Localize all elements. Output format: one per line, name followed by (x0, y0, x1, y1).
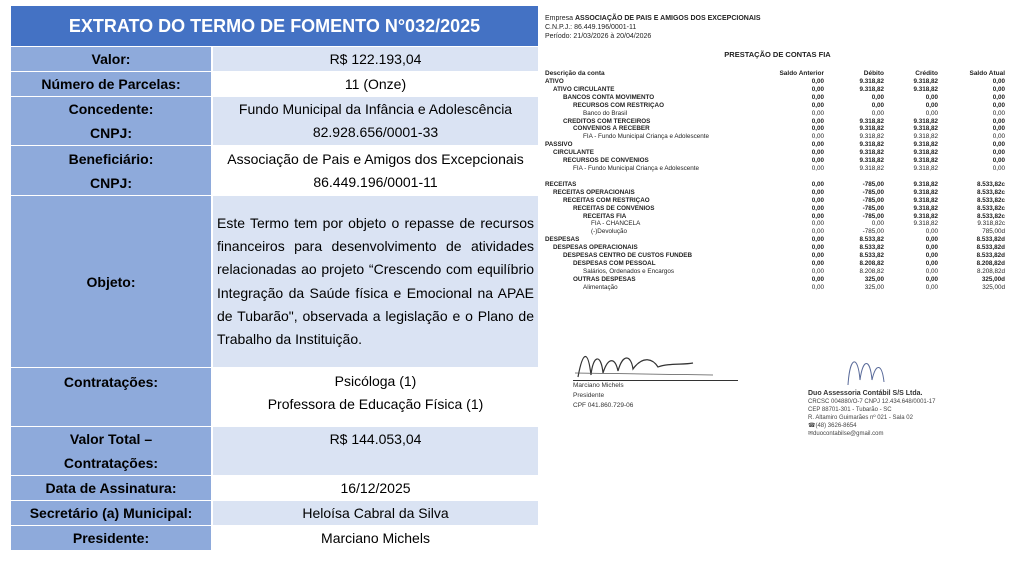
account-cell: 0,00 (811, 212, 824, 220)
account-row (545, 133, 1005, 141)
account-cell: 8.533,82c (976, 196, 1005, 204)
account-cell: 9.318,82 (859, 164, 884, 172)
account-cell: 9.318,82 (913, 180, 938, 188)
account-cell: 8.208,82 (859, 259, 884, 267)
account-cell: 325,00d (982, 283, 1005, 291)
account-cell: 9.318,82 (859, 133, 884, 141)
accountant-stamp (808, 350, 958, 438)
beneficiario-label-cell (11, 146, 211, 195)
account-cell: 0,00 (811, 180, 824, 188)
account-cell: RECEITAS COM RESTRIÇÃO (563, 196, 650, 204)
account-cell: 9.318,82 (859, 125, 884, 133)
account-row (545, 86, 1005, 94)
account-cell: 0,00 (992, 85, 1005, 93)
account-cell: 8.533,82d (976, 252, 1005, 260)
account-cell: 0,00 (811, 275, 824, 283)
account-cell: 325,00 (864, 275, 884, 283)
account-cell: 0,00 (925, 275, 938, 283)
account-cell: 0,00 (811, 109, 824, 117)
row-valor-total (11, 426, 538, 475)
concedente-label: Concedente: (68, 101, 154, 117)
account-cell: 0,00 (992, 133, 1005, 141)
account-cell: FIA - Fundo Municipal Criança e Adolescente (583, 133, 710, 141)
account-cell: 9.318,82 (913, 85, 938, 93)
account-cell: 8.533,82c (976, 180, 1005, 188)
account-cell: 8.208,82d (976, 259, 1005, 267)
account-row (545, 213, 1005, 221)
firm-line2: CEP 88701-301 - Tubarão - SC (808, 407, 892, 413)
account-cell: RECEITAS DE CONVÊNIOS (573, 204, 655, 212)
account-row (545, 244, 1005, 252)
presidente-value: Marciano Michels (211, 526, 538, 550)
account-cell: -785,00 (862, 204, 884, 212)
account-cell: 0,00 (925, 236, 938, 244)
contratacoes-value-cell (211, 368, 538, 426)
account-cell: 0,00 (871, 109, 884, 117)
account-cell: 0,00 (811, 220, 824, 228)
concedente-value: Fundo Municipal da Infância e Adolescência (238, 101, 513, 117)
account-cell: 0,00 (811, 236, 824, 244)
account-cell: 9.318,82c (977, 220, 1005, 228)
empresa-line (545, 14, 1010, 23)
account-cell: 8.533,82 (859, 252, 884, 260)
signature-presidente (573, 345, 743, 411)
account-cell: 0,00 (871, 93, 884, 101)
row-contratacoes (11, 367, 538, 426)
account-cell: 0,00 (992, 157, 1005, 165)
account-cell: 0,00 (811, 252, 824, 260)
account-row (545, 125, 1005, 133)
account-cell: 0,00 (925, 244, 938, 252)
row-concedente (11, 96, 538, 145)
account-row (545, 228, 1005, 236)
account-cell: 0,00 (811, 101, 824, 109)
account-cell: 0,00 (992, 141, 1005, 149)
extrato-table (11, 6, 538, 551)
account-cell: ATIVO CIRCULANTE (553, 85, 615, 93)
account-cell: RECURSOS DE CONVÊNIOS (563, 157, 649, 165)
firm-line3: R. Altamiro Guimarães nº 021 - Sala 02 (808, 415, 913, 421)
account-row (545, 205, 1005, 213)
account-row (545, 189, 1005, 197)
account-cell: CONVÊNIOS À RECEBER (573, 125, 650, 133)
sign-role: Presidente (573, 392, 605, 399)
account-cell: ATIVO (545, 78, 564, 85)
account-cell: -785,00 (862, 188, 884, 196)
account-cell: 0,00 (925, 101, 938, 109)
account-cell: 9.318,82 (913, 204, 938, 212)
account-row (545, 94, 1005, 102)
valor-total-value: R$ 144.053,04 (329, 431, 422, 447)
col-header: Débito (863, 70, 884, 77)
account-cell: 9.318,82 (913, 212, 938, 220)
account-cell: 9.318,82 (913, 220, 938, 228)
valor-label: Valor: (11, 47, 211, 71)
account-row (545, 252, 1005, 260)
account-cell: 8.533,82d (976, 236, 1005, 244)
concedente-value-cell (211, 97, 538, 145)
account-cell: RECEITAS (545, 180, 577, 188)
account-cell: 0,00 (992, 125, 1005, 133)
beneficiario-cnpj-label: CNPJ: (89, 174, 132, 191)
account-cell: 9.318,82 (913, 149, 938, 157)
account-cell: -785,00 (862, 180, 884, 188)
account-cell: Alimentação (583, 283, 618, 291)
doc-title: PRESTAÇÃO DE CONTAS FIA (724, 50, 831, 59)
account-cell: RECURSOS COM RESTRIÇÃO (573, 101, 664, 109)
valor-total-label-1: Valor Total – (69, 431, 153, 447)
account-cell: 0,00 (925, 267, 938, 275)
row-objeto (11, 195, 538, 367)
account-cell: -785,00 (862, 196, 884, 204)
sign-name: Marciano Michels (573, 382, 624, 389)
account-cell: 0,00 (992, 109, 1005, 117)
account-cell: 0,00 (811, 85, 824, 93)
account-cell: 9.318,82 (913, 125, 938, 133)
account-cell: FIA - CHANCELA (591, 220, 641, 228)
secretario-value: Heloísa Cabral da Silva (211, 501, 538, 525)
account-cell: 0,00 (992, 78, 1005, 85)
concedente-cnpj-label: CNPJ: (89, 125, 132, 141)
account-cell: -785,00 (862, 212, 884, 220)
beneficiario-value: Associação de Pais e Amigos dos Excepcionais (227, 150, 524, 167)
account-cell: 9.318,82 (859, 117, 884, 125)
account-cell: OUTRAS DESPESAS (573, 275, 636, 283)
valor-total-value-cell (211, 427, 538, 475)
col-header: Saldo Anterior (779, 70, 824, 77)
data-label: Data de Assinatura: (11, 476, 211, 500)
account-cell: 9.318,82 (859, 157, 884, 165)
parcelas-label: Número de Parcelas: (11, 72, 211, 96)
account-cell: Banco do Brasil (583, 109, 628, 117)
account-row (545, 78, 1005, 86)
account-row (545, 149, 1005, 157)
row-data (11, 475, 538, 500)
account-cell: FIA - Fundo Municipal Criança e Adolescente (573, 164, 700, 172)
account-row (545, 268, 1005, 276)
col-header: Saldo Atual (969, 70, 1005, 77)
account-cell: DESPESAS CENTRO DE CUSTOS FUNDEB (563, 252, 692, 260)
account-cell: 0,00 (811, 204, 824, 212)
account-cell: 9.318,82 (913, 164, 938, 172)
account-row (545, 284, 1005, 292)
accounts-header (545, 69, 1005, 78)
account-cell: 8.208,82d (976, 267, 1005, 275)
objeto-text: Este Termo tem por objeto o repasse de recursos financeiros para desenvolvimento de atividades relacionadas ao projeto “Crescendo com equilíbrio Integração da Saúde física e Emocional na APAE de Tubarão", observada a legislação e o Plano de Trabalho da Instituição. (217, 214, 534, 348)
account-cell: DESPESAS COM PESSOAL (573, 259, 656, 267)
account-cell: 0,00 (992, 117, 1005, 125)
account-cell: 0,00 (811, 117, 824, 125)
account-cell: 8.533,82 (859, 244, 884, 252)
objeto-value (211, 196, 538, 367)
account-cell: RECEITAS FIA (583, 212, 627, 220)
parcelas-value: 11 (Onze) (211, 72, 538, 96)
account-row (545, 220, 1005, 228)
account-cell: -785,00 (862, 228, 884, 236)
beneficiario-label: Beneficiário: (68, 150, 154, 167)
account-cell: 0,00 (811, 164, 824, 172)
accounts-body (545, 78, 1005, 292)
periodo-label: Período: (545, 33, 572, 40)
objeto-label: Objeto: (11, 196, 211, 367)
valor-value: R$ 122.193,04 (211, 47, 538, 71)
account-row (545, 157, 1005, 165)
data-value: 16/12/2025 (211, 476, 538, 500)
account-row (545, 236, 1005, 244)
valor-total-label-cell (11, 427, 211, 475)
account-cell: 0,00 (811, 188, 824, 196)
account-row (545, 165, 1005, 173)
periodo-line (545, 32, 1010, 41)
account-cell: 9.318,82 (859, 78, 884, 85)
col-header: Crédito (915, 70, 938, 77)
cnpj-value: 86.449.196/0001-11 (574, 24, 637, 31)
account-cell: 9.318,82 (913, 117, 938, 125)
cnpj-line (545, 23, 1010, 32)
account-cell: 0,00 (871, 220, 884, 228)
firm-email: ✉duocontabilse@gmail.com (808, 431, 884, 437)
beneficiario-value-cell (211, 146, 538, 195)
account-cell: 9.318,82 (859, 149, 884, 157)
account-cell: CIRCULANTE (553, 149, 594, 157)
account-cell: 0,00 (811, 125, 824, 133)
account-cell: 0,00 (992, 164, 1005, 172)
row-parcelas (11, 71, 538, 96)
col-header: Descrição da conta (545, 70, 605, 77)
account-cell: 0,00 (925, 109, 938, 117)
account-cell: 9.318,82 (913, 133, 938, 141)
contratacoes-label: Contratações: (11, 368, 211, 426)
account-cell: Salários, Ordenados e Encargos (583, 267, 675, 275)
account-cell: 8.208,82 (859, 267, 884, 275)
account-cell: 0,00 (925, 228, 938, 236)
row-valor (11, 46, 538, 71)
account-cell: 0,00 (992, 101, 1005, 109)
cnpj-label: C.N.P.J.: (545, 24, 573, 31)
account-cell: 0,00 (871, 101, 884, 109)
account-cell: 785,00d (982, 228, 1005, 236)
account-cell: 8.533,82 (859, 236, 884, 244)
beneficiario-cnpj-value: 86.449.196/0001-11 (313, 173, 438, 190)
extrato-title: EXTRATO DO TERMO DE FOMENTO N°032/2025 (11, 6, 538, 46)
concedente-label-cell (11, 97, 211, 145)
account-cell: 0,00 (925, 259, 938, 267)
sign-cpf: CPF 041.860.729-06 (573, 402, 634, 409)
account-cell: 9.318,82 (913, 157, 938, 165)
account-cell: DESPESAS OPERACIONAIS (553, 244, 638, 252)
account-cell: CREDITOS COM TERCEIROS (563, 117, 651, 125)
account-cell: 9.318,82 (859, 85, 884, 93)
account-cell: 0,00 (925, 93, 938, 101)
account-row (545, 181, 1005, 189)
account-cell: 325,00 (864, 283, 884, 291)
account-cell: 0,00 (811, 149, 824, 157)
contratacao-1: Psicóloga (1) (334, 373, 417, 389)
account-row (545, 141, 1005, 149)
account-cell: 0,00 (811, 196, 824, 204)
account-cell: 9.318,82 (913, 78, 938, 85)
account-row (545, 197, 1005, 205)
account-cell: 0,00 (811, 228, 824, 236)
account-cell: 0,00 (811, 283, 824, 291)
account-row (545, 276, 1005, 284)
row-spacer (545, 173, 1005, 181)
account-cell: 8.533,82c (976, 212, 1005, 220)
handwritten-signature (573, 345, 743, 385)
account-cell: DESPESAS (545, 236, 580, 244)
firm-name: Duo Assessoria Contábil S/S Ltda. (808, 390, 923, 397)
account-cell: 8.533,82c (976, 204, 1005, 212)
account-cell: 9.318,82 (913, 188, 938, 196)
row-presidente (11, 525, 538, 550)
account-cell: 0,00 (811, 93, 824, 101)
valor-total-label-2: Contratações: (63, 455, 159, 471)
account-cell: (-)Devolução (591, 228, 628, 236)
contratacao-2: Professora de Educação Física (1) (267, 396, 484, 412)
account-cell: BANCOS CONTA MOVIMENTO (563, 93, 655, 101)
account-cell: RECEITAS OPERACIONAIS (553, 188, 635, 196)
account-cell: 0,00 (925, 283, 938, 291)
row-secretario (11, 500, 538, 525)
row-beneficiario (11, 145, 538, 195)
firm-phone: ☎(48) 3626-8654 (808, 423, 857, 429)
empresa-label: Empresa (545, 15, 574, 22)
account-cell: 8.533,82d (976, 244, 1005, 252)
empresa-name: ASSOCIAÇÃO DE PAIS E AMIGOS DOS EXCEPCIONAIS (574, 15, 761, 22)
account-cell: 325,00d (981, 275, 1005, 283)
concedente-cnpj-value: 82.928.656/0001-33 (312, 124, 439, 140)
account-cell: 0,00 (992, 149, 1005, 157)
accounts-table (545, 69, 1005, 292)
account-cell: 0,00 (811, 133, 824, 141)
account-cell: 9.318,82 (913, 141, 938, 149)
account-cell: 0,00 (811, 141, 824, 149)
account-cell: 9.318,82 (913, 196, 938, 204)
account-cell: 0,00 (811, 244, 824, 252)
account-cell: 0,00 (811, 78, 824, 85)
account-row (545, 260, 1005, 268)
secretario-label: Secretário (a) Municipal: (11, 501, 211, 525)
account-row (545, 102, 1005, 110)
periodo-value: 21/03/2026 à 20/04/2026 (573, 33, 652, 40)
account-cell: 0,00 (992, 93, 1005, 101)
account-cell: 0,00 (811, 259, 824, 267)
accountant-signature (838, 350, 898, 390)
account-cell: PASSIVO (545, 141, 573, 149)
account-cell: 0,00 (925, 252, 938, 260)
account-row (545, 110, 1005, 118)
presidente-label: Presidente: (11, 526, 211, 550)
account-cell: 0,00 (811, 157, 824, 165)
firm-line1: CRCSC 004880/O-7 CNPJ 12.434.648/0001-17 (808, 399, 936, 405)
account-cell: 9.318,82 (859, 141, 884, 149)
account-cell: 8.533,82c (976, 188, 1005, 196)
account-row (545, 118, 1005, 126)
account-cell: 0,00 (811, 267, 824, 275)
